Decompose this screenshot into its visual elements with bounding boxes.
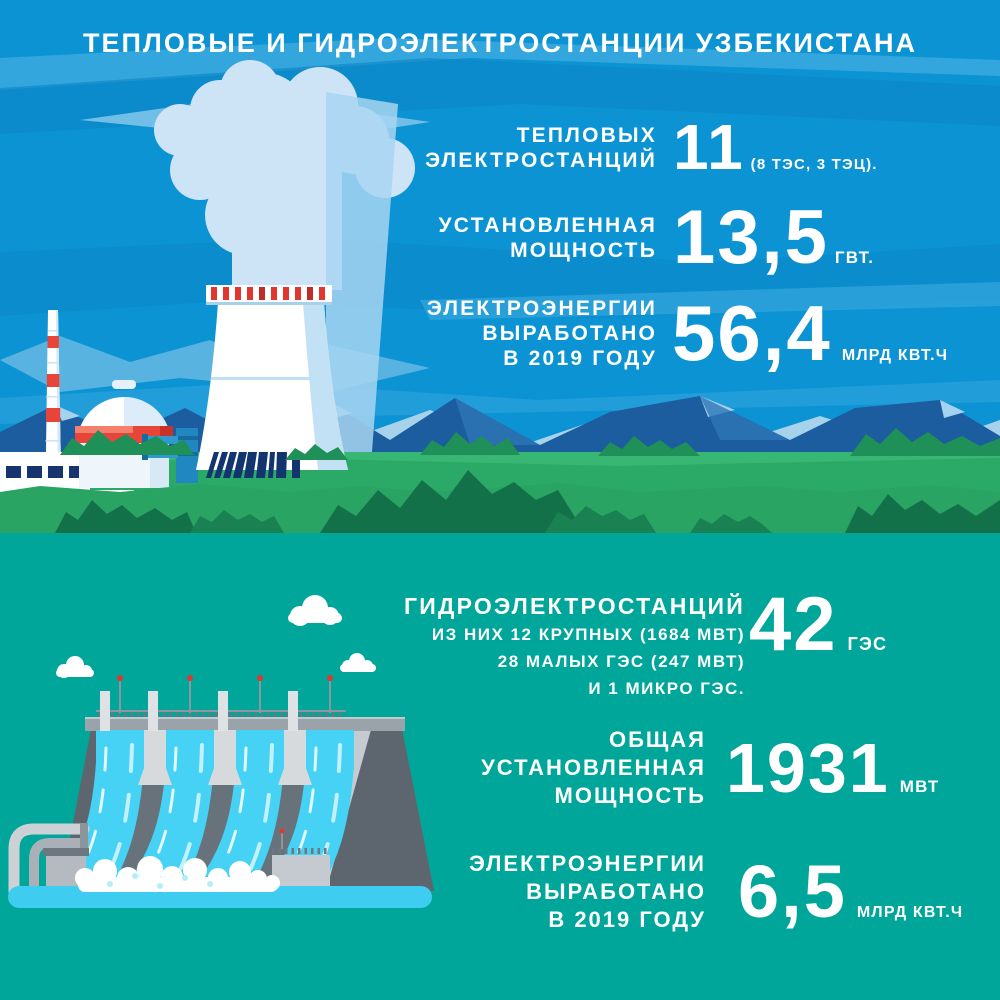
stat-label-line: ТЕПЛОВЫХ [516, 123, 657, 147]
stat-label-line: ВЫРАБОТАНО [526, 879, 706, 904]
stat-label-line: ОБЩАЯ [608, 727, 706, 752]
hydro-section [0, 533, 1000, 1000]
thermal-stat-capacity [0, 195, 875, 280]
stat-unit: МЛРД КВТ.Ч [841, 347, 949, 364]
thermal-stat-output [0, 289, 949, 377]
stat-unit: МЛРД КВТ.Ч [856, 904, 964, 921]
stat-value: 11 [673, 111, 745, 183]
stat-label-line: ИЗ НИХ 12 КРУПНЫХ (1684 МВТ) [431, 625, 745, 644]
thermal-stat-count [0, 111, 878, 183]
stat-label-line: В 2019 ГОДУ [503, 347, 657, 370]
stat-value: 56,4 [672, 289, 832, 377]
stat-label-line: МОЩНОСТЬ [510, 239, 657, 263]
stat-label-line: И 1 МИКРО ГЭС. [588, 679, 745, 698]
hydro-stat-output [0, 850, 963, 934]
stat-unit: ГЭС [847, 634, 888, 654]
stat-label-line: ГИДРОЭЛЕКТРОСТАНЦИЙ [404, 593, 745, 619]
stat-unit: (8 ТЭС, 3 ТЭЦ). [750, 156, 878, 173]
stat-label-line: ЭЛЕКТРОЭНЕРГИИ [469, 851, 706, 876]
stat-label-line: УСТАНОВЛЕННАЯ [481, 755, 706, 780]
stat-value: 13,5 [673, 195, 829, 280]
stat-value: 1931 [726, 728, 890, 807]
stat-value: 6,5 [738, 850, 847, 933]
stat-value: 42 [749, 582, 838, 667]
stat-label-line: 28 МАЛЫХ ГЭС (247 МВТ) [497, 652, 745, 671]
stat-label-line: ЭЛЕКТРОЭНЕРГИИ [426, 297, 657, 320]
stat-label-line: В 2019 ГОДУ [548, 907, 706, 932]
stat-unit: ГВТ. [834, 248, 875, 267]
hydro-stat-capacity [0, 726, 940, 810]
infographic-title: ТЕПЛОВЫЕ И ГИДРОЭЛЕКТРОСТАНЦИИ УЗБЕКИСТАНА [82, 28, 917, 58]
hydro-stat-count [0, 582, 888, 702]
stat-label-line: ЭЛЕКТРОСТАНЦИЙ [425, 148, 657, 172]
stat-label-line: ВЫРАБОТАНО [482, 322, 657, 345]
stat-label-line: УСТАНОВЛЕННАЯ [438, 214, 657, 238]
stat-unit: МВТ [899, 776, 940, 796]
stat-label-line: МОЩНОСТЬ [554, 783, 706, 808]
